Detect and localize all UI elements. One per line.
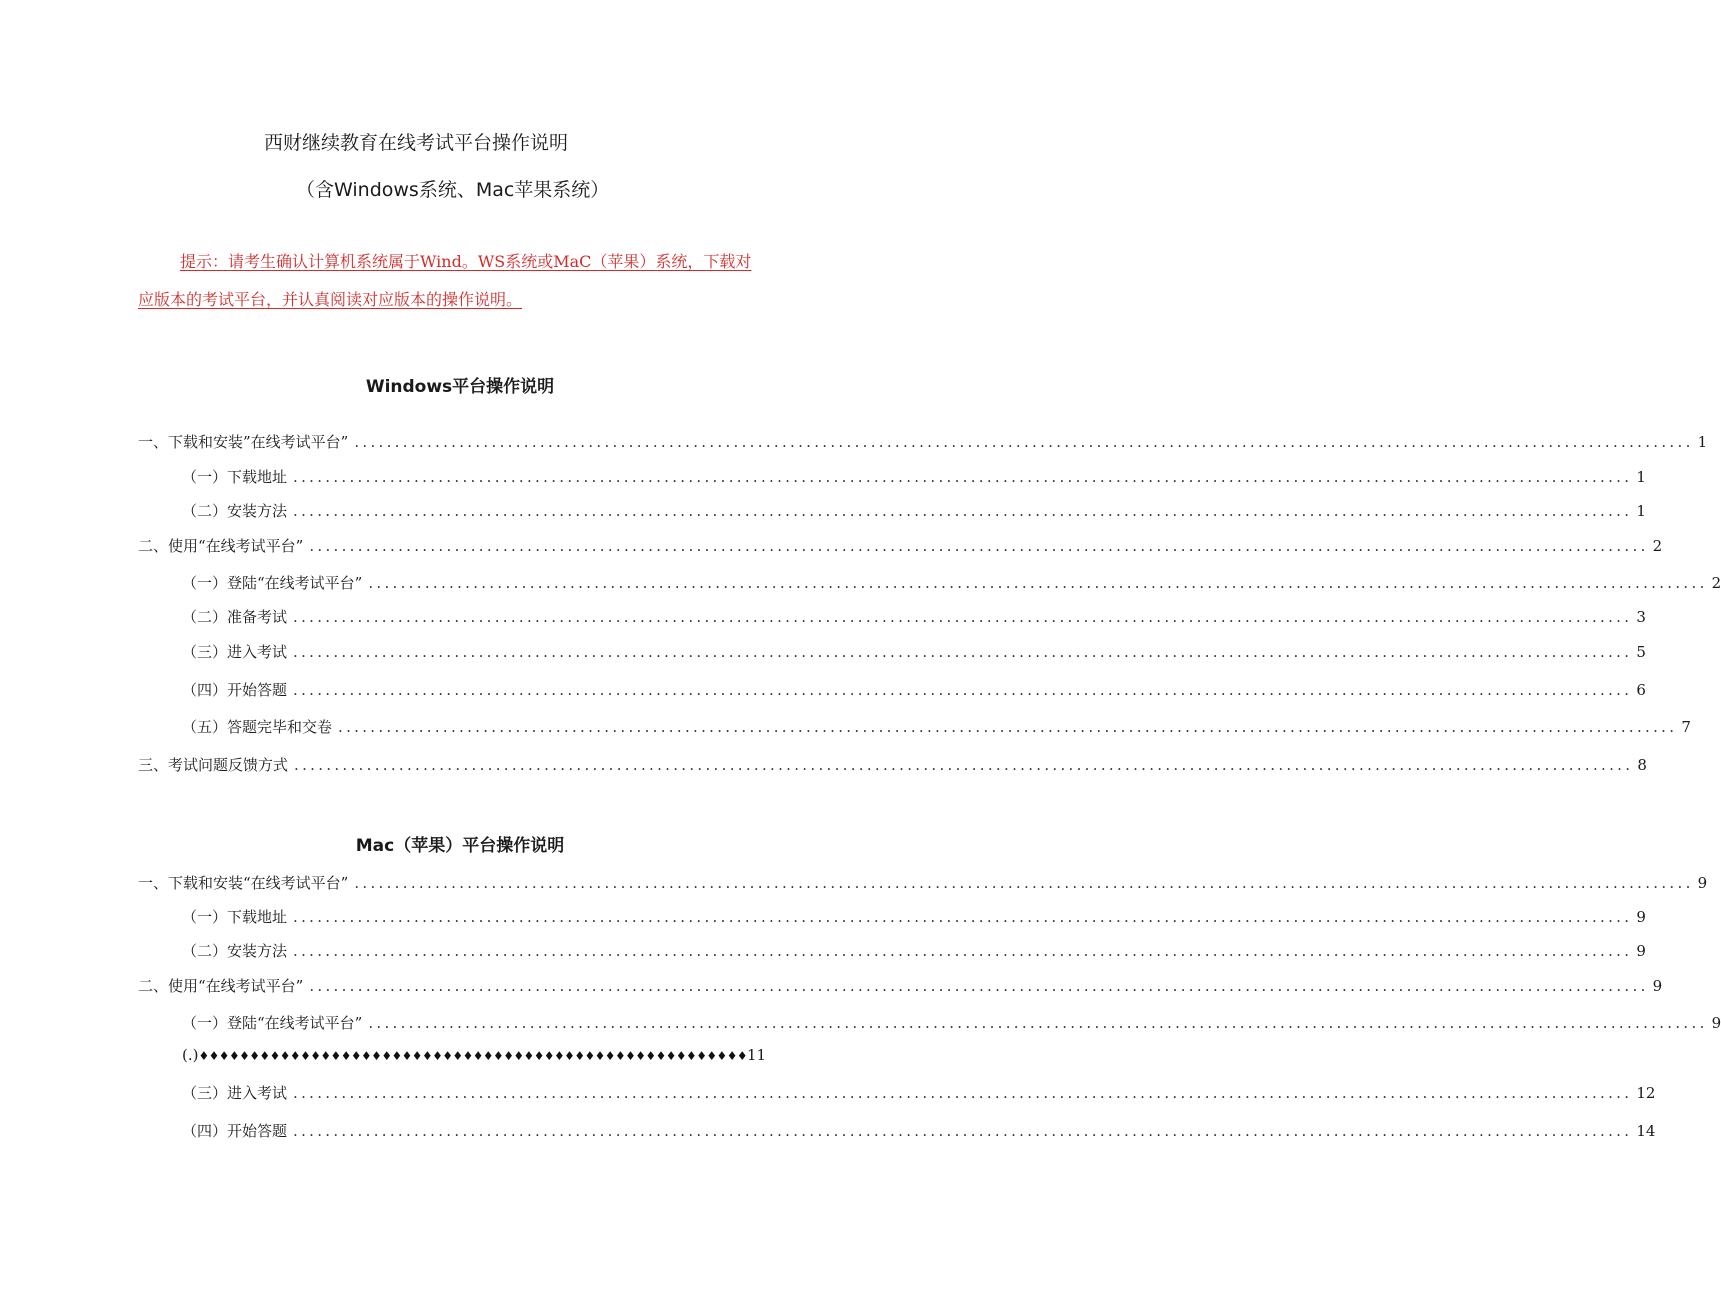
toc-entry-mac-1[interactable]: [138, 872, 1708, 893]
toc-leader-dots: [287, 608, 1636, 626]
toc-page-number: 14: [1636, 1122, 1656, 1140]
toc-entry-label: （二）安装方法: [182, 942, 288, 960]
toc-entry-label: （二）安装方法: [182, 502, 288, 520]
toc-leader-dots: [287, 681, 1636, 699]
toc-entry-mac-1-1[interactable]: [182, 906, 1646, 927]
toc-page-number: 11: [747, 1046, 767, 1064]
toc-entry-label: (.): [182, 1046, 199, 1064]
toc-entry-mac-1-2[interactable]: [182, 940, 1646, 961]
toc-leader-dots: [303, 977, 1652, 995]
toc-page-number: 1: [1697, 433, 1708, 451]
toc-entry-win-2-2[interactable]: [182, 606, 1646, 627]
toc-entry-label: 三、考试问题反馈方式: [138, 756, 289, 774]
toc-leader-dots: [287, 1122, 1636, 1140]
toc-leader-dots: [287, 908, 1636, 926]
toc-entry-win-1-1[interactable]: [182, 466, 1646, 487]
toc-entry-win-1[interactable]: [138, 431, 1708, 452]
toc-leader-dots: [303, 537, 1652, 555]
document-subtitle: （含Windows系统、Mac苹果系统）: [296, 179, 610, 201]
toc-entry-mac-2-4[interactable]: [182, 1120, 1656, 1141]
toc-entry-label: （一）下载地址: [182, 468, 288, 486]
toc-page-number: 9: [1711, 1014, 1721, 1032]
toc-entry-win-2[interactable]: [138, 535, 1663, 556]
toc-leader-dots: [288, 756, 1637, 774]
toc-page-number: 12: [1636, 1084, 1656, 1102]
toc-page-number: 2: [1711, 574, 1721, 592]
toc-entry-label: 一、下载和安装“在线考试平台”: [138, 874, 349, 892]
toc-page-number: 6: [1636, 681, 1646, 699]
toc-entry-label: （四）开始答题: [182, 1122, 288, 1140]
notice-text-line-1: 提示：请考生确认计算机系统属于Wind。WS系统或MaC（苹果）系统，下载对: [180, 252, 752, 271]
toc-page-number: 8: [1637, 756, 1647, 774]
toc-entry-label: （一）登陆“在线考试平台”: [182, 1014, 363, 1032]
toc-entry-label: （五）答题完毕和交卷: [182, 718, 333, 736]
toc-entry-label: （一）登陆“在线考试平台”: [182, 574, 363, 592]
toc-entry-mac-2-2[interactable]: [182, 1046, 767, 1064]
toc-entry-mac-2-1[interactable]: [182, 1012, 1721, 1033]
toc-entry-win-2-5[interactable]: [182, 716, 1691, 737]
toc-leader-dots: [287, 502, 1636, 520]
document-title: 西财继续教育在线考试平台操作说明: [264, 132, 569, 154]
toc-leader-dots: [348, 433, 1697, 451]
toc-page-number: 1: [1636, 502, 1646, 520]
toc-leader-dots: [332, 718, 1681, 736]
toc-entry-win-2-1[interactable]: [182, 572, 1721, 593]
toc-page-number: 3: [1636, 608, 1646, 626]
notice-text-line-2: 应版本的考试平台，并认真阅读对应版本的操作说明。: [138, 290, 523, 309]
toc-entry-mac-2-3[interactable]: [182, 1082, 1656, 1103]
toc-page-number: 9: [1636, 908, 1646, 926]
toc-leader-dots: [348, 874, 1697, 892]
toc-leader-dots: [362, 1014, 1711, 1032]
toc-entry-label: （三）进入考试: [182, 643, 288, 661]
toc-entry-label: 二、使用“在线考试平台”: [138, 977, 304, 995]
toc-entry-mac-2[interactable]: [138, 975, 1663, 996]
toc-page-number: 9: [1697, 874, 1708, 892]
toc-garbled-leader: ♦♦♦♦♦♦♦♦♦♦♦♦♦♦♦♦♦♦♦♦♦♦♦♦♦♦♦♦♦♦♦♦♦♦♦♦♦♦♦♦♦♦♦♦♦♦♦♦♦♦♦♦♦♦: [198, 1049, 748, 1063]
toc-leader-dots: [362, 574, 1711, 592]
toc-leader-dots: [287, 942, 1636, 960]
toc-entry-label: （三）进入考试: [182, 1084, 288, 1102]
toc-entry-label: 一、下载和安装”在线考试平台”: [138, 433, 349, 451]
toc-page-number: 7: [1681, 718, 1691, 736]
toc-leader-dots: [287, 468, 1636, 486]
toc-page-number: 2: [1652, 537, 1663, 555]
toc-entry-win-1-2[interactable]: [182, 500, 1646, 521]
toc-leader-dots: [287, 1084, 1636, 1102]
toc-entry-label: （二）准备考试: [182, 608, 288, 626]
mac-section-heading: Mac（苹果）平台操作说明: [355, 836, 565, 856]
toc-page-number: 9: [1636, 942, 1646, 960]
toc-entry-label: （四）开始答题: [182, 681, 288, 699]
windows-section-heading: Windows平台操作说明: [365, 377, 555, 397]
toc-entry-win-2-3[interactable]: [182, 641, 1646, 662]
toc-page-number: 5: [1636, 643, 1646, 661]
toc-entry-win-2-4[interactable]: [182, 679, 1646, 700]
toc-entry-label: （一）下载地址: [182, 908, 288, 926]
toc-leader-dots: [287, 643, 1636, 661]
toc-entry-win-3[interactable]: [138, 754, 1647, 775]
toc-page-number: 1: [1636, 468, 1646, 486]
toc-page-number: 9: [1652, 977, 1663, 995]
toc-entry-label: 二、使用“在线考试平台”: [138, 537, 304, 555]
